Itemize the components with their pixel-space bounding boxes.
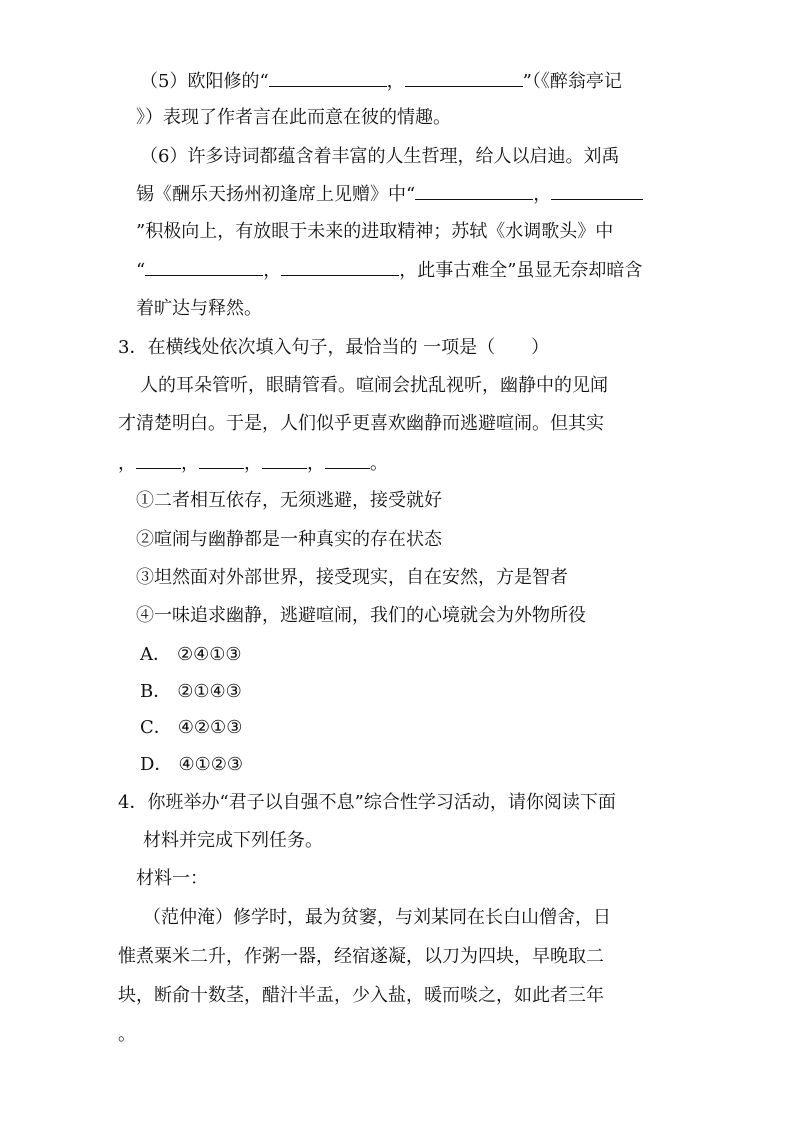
q3-blank-line — [118, 450, 388, 477]
q2-5-prefix: （5）欧阳修的“ — [140, 71, 269, 92]
option-letter: A． — [140, 644, 171, 665]
material-text: 。 — [118, 1024, 136, 1045]
option-letter: D． — [140, 754, 173, 775]
q2-6-text-2: 锡《酬乐天扬州初逢席上见赠》中“ — [136, 184, 416, 205]
q3-blank-sep: ， — [244, 453, 262, 474]
q2-5-suffix-a: ”（《醉翁亭记 — [522, 71, 622, 92]
option-value: ④②①③ — [177, 717, 243, 738]
q2-6-sep-2: ， — [533, 184, 552, 205]
q3-item-text: ②喧闹与幽静都是一种真实的存在状态 — [136, 529, 442, 550]
answer-blank[interactable] — [325, 450, 370, 469]
q3-blank-end: 。 — [370, 453, 388, 474]
q2-5-sep: ， — [386, 71, 405, 92]
q2-5-suffix-b: 》）表现了作者言在此而意在彼的情趣。 — [136, 107, 451, 128]
answer-blank[interactable] — [405, 68, 523, 87]
q4-material-line1 — [143, 905, 611, 931]
material-title: 材料一： — [136, 868, 208, 889]
q2-6-line3 — [136, 219, 613, 245]
q3-passage-text-1: 人的耳朵管听，眼睛管看。喧闹会扰乱视听，幽静中的见闻 — [140, 375, 608, 396]
q3-option-d[interactable] — [140, 752, 243, 778]
q3-item-4 — [136, 603, 586, 629]
material-text: 块，断俞十数茎，醋汁半盂，少入盐，暖而啖之，如此者三年 — [118, 985, 604, 1006]
q2-6-text-3: ”积极向上，有放眼于未来的进取精神；苏轼《水调歌头》中 — [136, 221, 614, 242]
q3-option-b[interactable] — [140, 679, 242, 705]
q4-stem-text-1: 4．你班举办“君子以自强不息”综合性学习活动，请你阅读下面 — [118, 792, 616, 813]
q2-6-sep-4: ， — [263, 260, 282, 281]
q3-stem — [118, 335, 549, 361]
option-value: ④①②③ — [178, 754, 243, 775]
q4-stem-line1 — [118, 790, 616, 816]
q4-material-line3 — [118, 983, 604, 1009]
answer-blank[interactable] — [262, 450, 307, 469]
material-text: 惟煮粟米二升，作粥一器，经宿遂凝，以刀为四块，早晚取二 — [118, 946, 604, 967]
q2-6-text-4b: ，此事古难全”虽显无奈却暗含 — [399, 260, 643, 281]
q3-passage-line1 — [140, 373, 608, 399]
q2-5-line2 — [136, 105, 451, 131]
q3-blank-sep: ， — [181, 453, 199, 474]
q4-stem-line2 — [143, 828, 323, 854]
answer-blank[interactable] — [199, 450, 244, 469]
q4-stem-text-2: 材料并完成下列任务。 — [143, 830, 323, 851]
q2-6-text-4a: “ — [136, 260, 146, 281]
answer-blank[interactable] — [269, 68, 387, 87]
option-letter: B． — [140, 681, 172, 702]
q3-blank-lead: ， — [118, 453, 136, 474]
q3-stem-text: 3．在横线处依次填入句子，最恰当的 一项是（ ） — [118, 337, 550, 358]
q4-material-title — [136, 866, 208, 892]
q3-item-2 — [136, 527, 442, 553]
option-letter: C． — [140, 717, 172, 738]
q3-blank-sep: ， — [307, 453, 325, 474]
answer-blank[interactable] — [281, 257, 399, 276]
q2-6-text-1: （6）许多诗词都蕴含着丰富的人生哲理，给人以启迪。刘禹 — [140, 146, 620, 167]
material-text: （范仲淹）修学时，最为贫窭，与刘某同在长白山僧舍，日 — [143, 907, 611, 928]
answer-blank[interactable] — [551, 181, 643, 200]
q4-material-line2 — [118, 944, 604, 970]
q4-material-line4 — [118, 1022, 136, 1048]
q3-passage-text-2: 才清楚明白。于是，人们似乎更喜欢幽静而逃避喧闹。但其实 — [118, 413, 604, 434]
q3-item-1 — [136, 488, 442, 514]
q3-item-3 — [136, 565, 568, 591]
answer-blank[interactable] — [415, 181, 533, 200]
q2-6-line1 — [140, 144, 619, 170]
q3-option-c[interactable] — [140, 715, 242, 741]
answer-blank[interactable] — [136, 450, 181, 469]
q2-6-line4 — [136, 257, 642, 284]
answer-blank[interactable] — [145, 257, 263, 276]
option-value: ②④①③ — [177, 644, 242, 665]
q2-6-line5 — [136, 296, 262, 322]
q2-5-line1 — [140, 68, 622, 95]
option-value: ②①④③ — [177, 681, 242, 702]
q2-6-line2 — [136, 181, 643, 208]
q3-item-text: ①二者相互依存，无须逃避，接受就好 — [136, 490, 442, 511]
q3-item-text: ④一味追求幽静，逃避喧闹，我们的心境就会为外物所役 — [136, 605, 586, 626]
q3-item-text: ③坦然面对外部世界，接受现实，自在安然，方是智者 — [136, 567, 568, 588]
q3-passage-line2 — [118, 411, 604, 437]
q2-6-text-5: 着旷达与释然。 — [136, 298, 262, 319]
q3-option-a[interactable] — [140, 642, 242, 668]
